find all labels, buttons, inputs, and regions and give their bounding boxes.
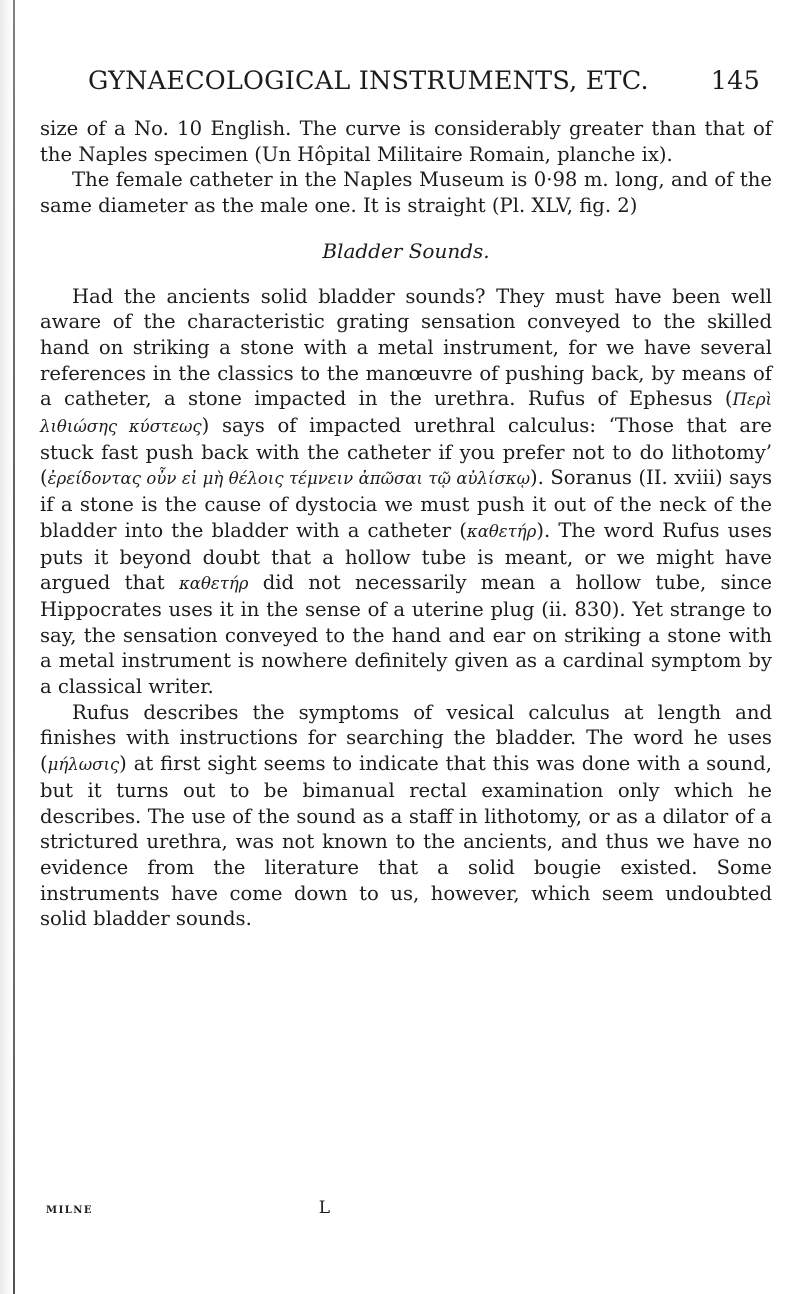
greek-title: Περὶ λιθιώσης κύστεως <box>40 390 772 437</box>
paragraph-3 <box>40 284 772 700</box>
page-number: 145 <box>710 66 760 96</box>
greek-term: καθετήρ <box>466 521 537 541</box>
signature-mark: MILNE <box>46 1205 94 1216</box>
paragraph-1: size of a No. 10 English. The curve is considerably greater than that of the Naples specimen (Un Hôpital Militaire Romain, planche ix). <box>40 117 772 166</box>
section-heading: Bladder Sounds. <box>322 238 490 263</box>
text-run: ) says of impacted urethral calculus: ‘Those that are stuck fast push back with the catheter if you prefer not to do lithotomy’ ( <box>40 414 772 490</box>
greek-quote: ἐρείδοντας οὖν εἰ μὴ θέλοις τέμνειν ἀπῶσαι τῷ αὐλίσκῳ <box>47 469 531 489</box>
text-run: did not necessarily mean a hollow tube, since Hippocrates uses it in the sense of a uterine plug (ii. 830). Yet strange to say, the sensation conveyed to the hand and ear on striking a stone with a metal instrument is nowhere definitely given as a cardinal symptom by a classical writer. <box>40 571 772 699</box>
page-edge-shadow <box>0 0 12 1294</box>
paragraph-2: The female catheter in the Naples Museum is 0·98 m. long, and of the same diameter as the male one. It is straight (Pl. XLV, fig. 2) <box>40 168 772 218</box>
paragraph-4 <box>40 700 772 932</box>
signature-letter: L <box>318 1198 330 1218</box>
text-run: ). Soranus (II. xviii) says if a stone is the cause of dystocia we must push it out of the neck of the bladder into the bladder with a catheter ( <box>40 466 772 542</box>
body-text <box>40 116 772 932</box>
text-run: ). The word Rufus uses puts it beyond doubt that a hollow tube is meant, or we might have argued that <box>40 518 773 595</box>
page-edge-line <box>13 0 15 1294</box>
greek-term: μήλωσις <box>47 755 120 775</box>
text-run: ) at first sight seems to indicate that this was done with a sound, but it turns out to be bimanual rectal examination only which he describes. The use of the sound as a staff in lithotomy, or as a dilator of a strictured urethra, was not known to the ancients, and thus we have no evidence from the literature that a solid bougie existed. Some instruments have come down to us, however, which seem undoubted solid bladder sounds. <box>40 752 772 931</box>
running-header <box>88 66 760 96</box>
running-title: GYNAECOLOGICAL INSTRUMENTS, ETC. <box>88 66 649 96</box>
text-run: Had the ancients solid bladder sounds? They must have been well aware of the characteristic grating sensation conveyed to the skilled hand on striking a stone with a metal instrument, for we have several references in the classics to the manœuvre of pushing back, by means of a catheter, a stone impacted in the urethra. Rufus of Ephesus ( <box>40 284 772 411</box>
greek-term: καθετήρ <box>178 574 249 594</box>
text-run: Rufus describes the symptoms of vesical calculus at length and finishes with instructions for searching the bladder. The word he uses ( <box>40 700 772 776</box>
footer <box>46 1198 346 1218</box>
